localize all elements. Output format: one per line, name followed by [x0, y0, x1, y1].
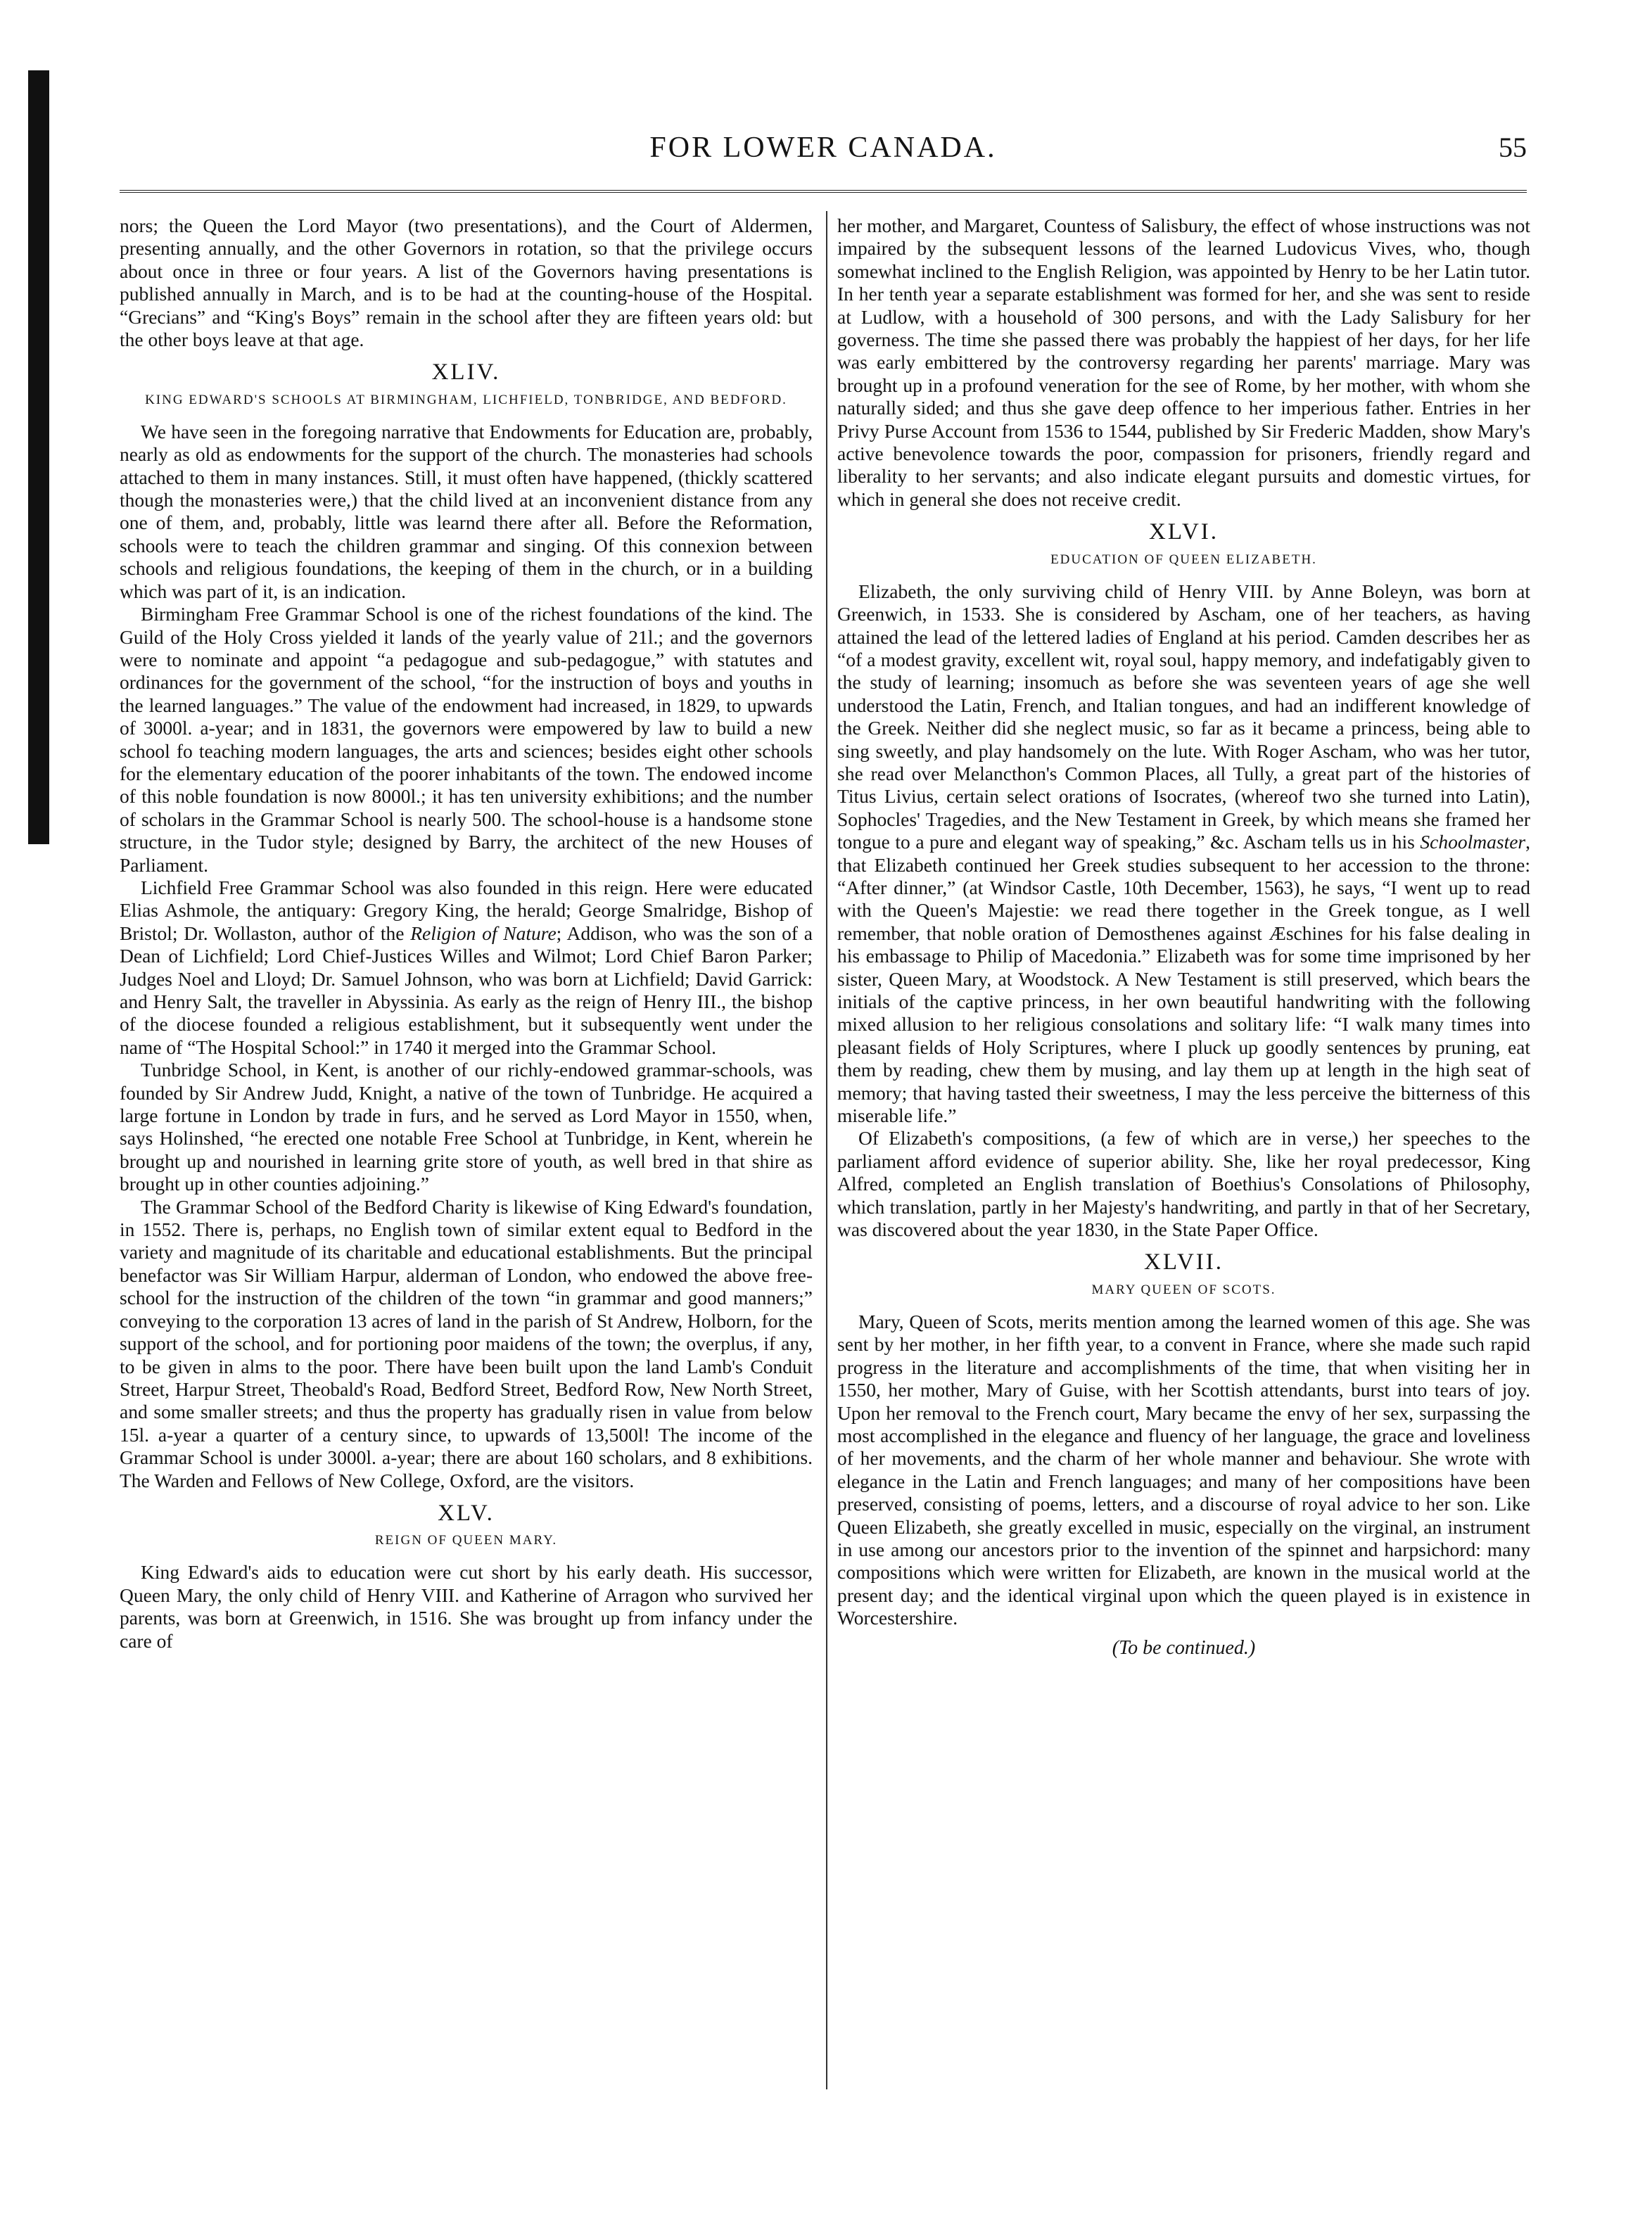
paragraph: The Grammar School of the Bedford Charity is likewise of King Edward's foundation, in 1552. There is, perhaps, no English town of similar extent equal to Bedford in the variety and magnitude of its charitable and educational establishments. But the principal benefactor was Sir William Harpur, alderman of London, who endowed the above free-school for the instruction of the children of the town “in grammar and good manners;” conveying to the corporation 13 acres of land in the parish of St Andrew, Holborn, for the support of the school, and for portioning poor maidens of the town; the overplus, if any, to be given in alms to the poor. There have been built upon the land Lamb's Conduit Street, Harpur Street, Theobald's Road, Bedford Street, Bedford Row, New North Street, and some smaller streets; and thus the property has gradually risen in value from below 15l. a-year a quarter of a century since, to upwards of 13,500l! The income of the Grammar School is under 3000l. a-year; there are about 160 scholars, and 8 exhibitions. The Warden and Fellows of New College, Oxford, are the visitors. [120, 1195, 813, 1491]
running-title: FOR LOWER CANADA. [649, 132, 997, 164]
paragraph-text: Elizabeth, the only surviving child of Henry VIII. by Anne Boleyn, was born at Greenwich, in 1533. She is considered by Ascham, one of her teachers, as having attained the lead of the lettered ladies of England at his period. Camden describes her as “of a modest gravity, excellent wit, royal soul, happy memory, and indefatigably given to the study of learning; insomuch as before she was seventeen years of age she well understood the Latin, French, and Italian tongues, and had an indifferent knowledge of the Greek. Neither did she neglect music, so far as it became a princess, being able to sing sweetly, and play handsomely on the lute. With Roger Ascham, who was her tutor, she read over Melancthon's Common Places, all Tully, a great part of the histories of Titus Livius, certain select orations of Isocrates, (whereof two she turned into Latin), Sophocles' Tragedies, and the New Testament in Greek, by which means she framed her tongue to a pure and elegant way of speaking,” &c. Ascham tells us in his [837, 580, 1530, 853]
section-number: XLVII. [1143, 1249, 1224, 1275]
left-column [120, 215, 813, 1653]
book-title: Religion of Nature [410, 922, 557, 944]
section-number: XLV. [438, 1500, 495, 1526]
paragraph-text: Lichfield Free Grammar School was also founded in this reign. Here were educated Elias Ashmole, the antiquary: Gregory King, the herald; George Smalridge, Bishop of Bristol; Dr. Wollaston, author of the [120, 876, 813, 944]
scan-margin-bar [28, 70, 49, 844]
paragraph [120, 877, 813, 1059]
paragraph: Mary, Queen of Scots, merits mention among the learned women of this age. She was sent by her mother, in her fifth year, to a convent in France, where she made such rapid progress in the literature and accomplishments of the time, that when visiting her in 1550, her mother, Mary of Guise, with her Scottish attendants, burst into tears of joy. Upon her removal to the French court, Mary became the envy of her sex, surpassing the most accomplished in the elegance and fluency of her language, the grace and loveliness of her movements, and the charm of her whole manner and behaviour. She wrote with elegance in the Latin and French languages; and many of her compositions have been preserved, consisting of poems, letters, and a discourse of royal advice to her son. Like Queen Elizabeth, she greatly excelled in music, especially on the virginal, an instrument in use among our ancestors prior to the invention of the spinnet and harpsichord: many compositions which were written for Elizabeth, are known in the musical world at the present day; and the identical virginal upon which the queen played is in existence in Worcestershire. [837, 1310, 1530, 1629]
section-title: MARY QUEEN OF SCOTS. [1091, 1282, 1276, 1297]
section-title: EDUCATION OF QUEEN ELIZABETH. [1050, 552, 1317, 567]
paragraph: We have seen in the foregoing narrative that Endowments for Education are, probably, nearly as old as endowments for the support of the church. The monasteries had schools attached to them in many instances. Still, it must often have happened, (thickly scattered though the monasteries were,) that the child lived at an inconvenient distance from any one of them, and, probably, little was learnd there after all. Before the Reformation, schools were to teach the children grammar and singing. Of this connexion between schools and religious foundations, the keeping of them in the church, or in a building which was part of it, is an indication. [120, 420, 813, 602]
paragraph: nors; the Queen the Lord Mayor (two presentations), and the Court of Aldermen, presenting annually, and the other Governors in rotation, so that the privilege occurs about once in three or four years. A list of the Governors having presentations is published annually in March, and is to be had at the counting-house of the Hospital. “Grecians” and “King's Boys” remain in the school after they are fifteen years old: but the other boys leave at that age. [120, 215, 813, 351]
section-number: XLIV. [431, 359, 501, 386]
page-number: 55 [1499, 132, 1527, 163]
paragraph: her mother, and Margaret, Countess of Salisbury, the effect of whose instructions was not impaired by the subsequent lessons of the learned Ludovicus Vives, who, though somewhat inclined to the English Religion, was appointed by Henry to be her Latin tutor. In her tenth year a separate establishment was formed for her, and she was sent to reside at Ludlow, with a household of 300 persons, and with the Lady Salisbury for her governess. The time she passed there was probably the happiest of her days, for her life was early embittered by the controversy regarding her parents' marriage. Mary was brought up in a profound veneration for the see of Rome, by her mother, with whom she naturally sided; and thus she gave deep offence to her imperious father. Entries in her Privy Purse Account from 1536 to 1544, published by Sir Frederic Madden, show Mary's active benevolence towards the poor, compassion for prisoners, friendly regard and liberality to her servants; and also indicate elegant pursuits and domestic virtues, for which in general she does not receive credit. [837, 215, 1530, 510]
section-title: REIGN OF QUEEN MARY. [374, 1533, 558, 1548]
paragraph-text: ; Addison, who was the son of a Dean of Lichfield; Lord Chief-Justices Willes and Wilmot; Lord Chief Baron Parker; Judges Noel and Lloyd; Dr. Samuel Johnson, who was born at Lichfield; David Garrick: and Henry Salt, the traveller in Abyssinia. As early as the reign of Henry III., the bishop of the diocese founded a religious establishment, but it subsequently went under the name of “The Hospital School:” in 1740 it merged into the Grammar School. [120, 922, 813, 1058]
header-rule [120, 190, 1527, 193]
paragraph: King Edward's aids to education were cut short by his early death. His successor, Queen Mary, the only child of Henry VIII. and Katherine of Arragon who survived her parents, was born at Greenwich, in 1516. She was brought up from infancy under the care of [120, 1561, 813, 1652]
right-column [837, 215, 1530, 1660]
paragraph [837, 580, 1530, 1128]
page-header [120, 131, 1527, 173]
paragraph: Of Elizabeth's compositions, (a few of which are in verse,) her speeches to the parliament afford evidence of superior ability. She, like her royal predecessor, King Alfred, completed an English translation of Boethius's Consolations of Philosophy, which translation, partly in her Majesty's handwriting, and partly in that of her Secretary, was discovered about the year 1830, in the State Paper Office. [837, 1127, 1530, 1241]
paragraph-text: , that Elizabeth continued her Greek studies subsequent to her accession to the throne: “After dinner,” (at Windsor Castle, 10th December, 1563), he says, “I went up to read with the Queen's Majestie: we read there together in the Greek tongue, as I well remember, that noble oration of Demosthenes against Æschines for his false dealing in his embassage to Philip of Macedonia.” Elizabeth was for some time imprisoned by her sister, Queen Mary, at Woodstock. A New Testament is still preserved, which bears the initials of the captive princess, in her own beautiful handwriting with the following mixed allusion to her religious consolations and solitary life: “I walk many times into pleasant fields of Holy Scriptures, where I pluck up goodly sentences by pruning, eat them by reading, chew them by musing, and lay them up at length in the high seat of memory; that having tasted their sweetness, I may the less perceive the bitterness of this miserable life.” [837, 831, 1530, 1127]
section-number: XLVI. [1148, 519, 1219, 545]
book-title: Schoolmaster [1420, 831, 1526, 853]
section-title: KING EDWARD'S SCHOOLS AT BIRMINGHAM, LICHFIELD, TONBRIDGE, AND BEDFORD. [145, 392, 787, 407]
paragraph: Birmingham Free Grammar School is one of the richest foundations of the kind. The Guild of the Holy Cross yielded it lands of the yearly value of 21l.; and the governors were to nominate and appoint “a pedagogue and sub-pedagogue,” with statutes and ordinances for the government of the school, “for the instruction of boys and youths in the learned languages.” The value of the endowment had increased, in 1829, to upwards of 3000l. a-year; and in 1831, the governors were empowered by law to build a new school fo teaching modern languages, the arts and sciences; besides eight other schools for the elementary education of the poorer inhabitants of the town. The endowed income of this noble foundation is now 8000l.; it has ten university exhibitions; and the number of scholars in the Grammar School is nearly 500. The school-house is a handsome stone structure, in the Tudor style; designed by Barry, the architect of the new Houses of Parliament. [120, 603, 813, 876]
column-divider [826, 211, 827, 2089]
to-be-continued: (To be continued.) [1112, 1636, 1256, 1659]
paragraph: Tunbridge School, in Kent, is another of our richly-endowed grammar-schools, was founded by Sir Andrew Judd, Knight, a native of the town of Tunbridge. He acquired a large fortune in London by trade in furs, and he served as Lord Mayor in 1550, when, says Holinshed, “he erected one notable Free School at Tunbridge, in Kent, wherein he brought up and nourished in learning grite store of youth, as well bred in that shire as brought up in other counties adjoining.” [120, 1059, 813, 1195]
